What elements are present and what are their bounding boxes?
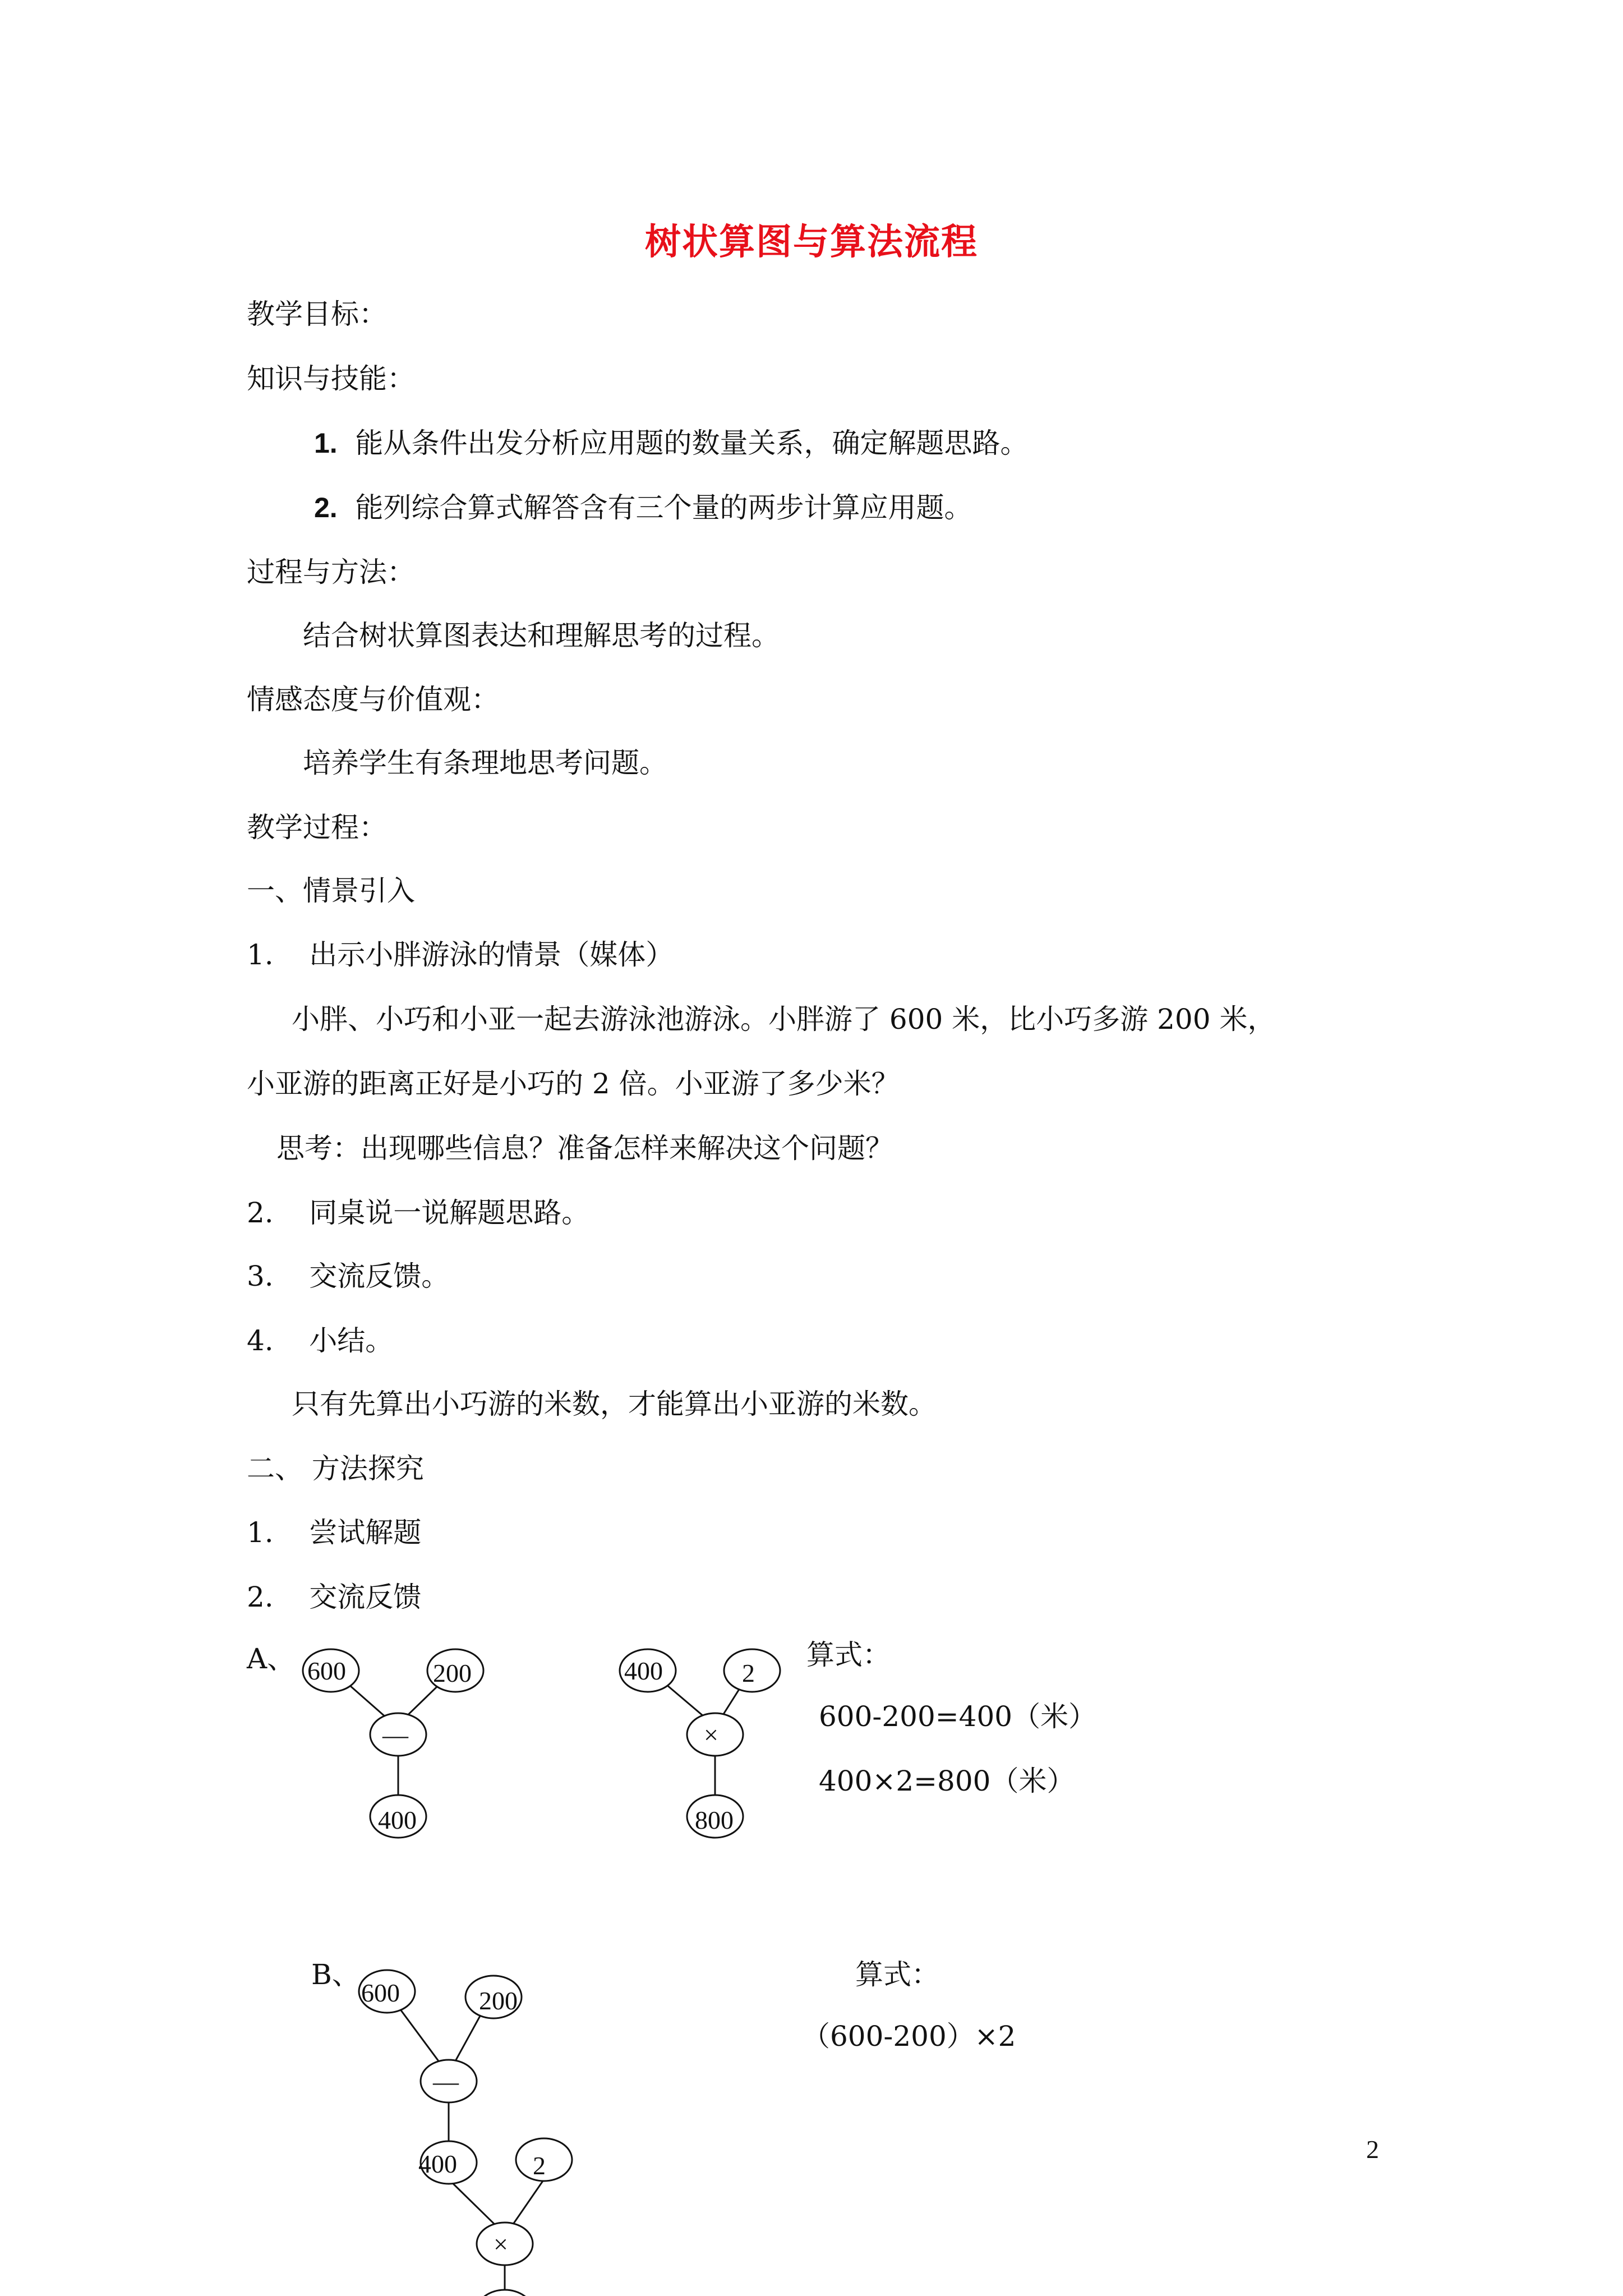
method-a-formula-2: 400×2=800（米） [819,1765,1075,1797]
document-title: 树状算图与算法流程 [645,221,978,263]
tree-result-value: 400 [378,1806,417,1834]
tree-operator-value: — [382,1720,408,1749]
process-heading: 过程与方法： [247,556,415,588]
method-a-subtraction-tree [303,1644,505,1857]
tree-operator-subtract-value: — [433,2067,459,2096]
knowledge-item-2-number: 2. [314,492,338,523]
emotion-text: 培养学生有条理地思考问题。 [303,747,667,779]
section1-item-2-text: 同桌说一说解题思路。 [309,1197,590,1229]
knowledge-item-2 [314,491,972,524]
tree-operator-multiply-value: × [494,2230,508,2258]
tree-operator-value: × [704,1720,718,1749]
emotion-heading: 情感态度与价值观： [247,683,499,716]
section1-item-2 [247,1199,589,1227]
section1-item-2-number: 2. [247,1197,274,1229]
knowledge-item-2-text: 能列综合算式解答含有三个量的两步计算应用题。 [355,491,972,524]
tree-edge [509,2179,544,2230]
tree-node-right-value: 2 [742,1659,755,1687]
method-a-formula-1: 600-200=400（米） [819,1700,1097,1733]
section1-item-3 [247,1262,449,1290]
section1-item-3-text: 交流反馈。 [309,1260,450,1292]
knowledge-item-1-number: 1. [314,427,338,459]
tree-edge [449,2179,500,2230]
section2-item-1-text: 尝试解题 [309,1516,422,1549]
tree-node-c-value: 2 [533,2151,546,2180]
goals-heading: 教学目标： [247,298,387,330]
process-text: 结合树状算图表达和理解思考的过程。 [303,619,780,652]
section1-item-4 [247,1324,394,1357]
section2-item-1 [247,1516,422,1549]
problem-line-1: 小胖、小巧和小亚一起去游泳池游泳。小胖游了 600 米，比小巧多游 200 米， [292,1003,1276,1036]
method-a-formula-label: 算式： [806,1639,891,1671]
section2-item-2 [247,1583,421,1611]
tree-node-left-value: 600 [307,1657,346,1685]
method-a-label: A、 [247,1642,296,1675]
tree-node-b-value: 200 [479,1986,518,2015]
section1-item-1-text: 出示小胖游泳的情景（媒体） [309,938,674,971]
section1-item-1 [247,938,674,971]
section1-heading: 一、情景引入 [247,875,415,907]
knowledge-item-1 [314,429,1029,457]
section1-item-1-number: 1. [247,938,274,971]
tree-node-mid-value: 400 [418,2150,457,2178]
teaching-heading: 教学过程： [247,811,387,844]
section1-item-3-number: 3. [247,1260,274,1292]
knowledge-item-1-text: 能从条件出发分析应用题的数量关系，确定解题思路。 [355,427,1029,459]
page-number: 2 [1366,2135,1379,2164]
method-a-multiplication-tree [620,1644,799,1857]
tree-node-right-value: 200 [433,1659,472,1687]
tree-node-a-value: 600 [361,1978,400,2007]
section1-item-4-text: 小结。 [309,1324,394,1357]
problem-line-2: 小亚游的距离正好是小巧的 2 倍。小亚游了多少米？ [247,1068,900,1100]
method-b-formula: （600-200）×2 [802,2020,1016,2053]
section1-summary: 只有先算出小巧游的米数，才能算出小亚游的米数。 [292,1388,937,1420]
tree-result-value: 800 [695,1806,734,1834]
section2-item-2-number: 2. [247,1581,274,1613]
section1-item-4-number: 4. [247,1324,274,1357]
method-b-combined-tree [353,1963,611,2296]
method-b-label: B、 [311,1958,360,1991]
knowledge-heading: 知识与技能： [247,362,415,395]
section2-item-1-number: 1. [247,1516,274,1549]
tree-node-left-value: 400 [624,1657,663,1685]
section2-item-2-text: 交流反馈 [309,1581,422,1613]
method-b-formula-label: 算式： [855,1958,939,1991]
section2-heading: 二、 方法探究 [247,1452,424,1485]
tree-result-node [477,2290,533,2296]
think-question: 思考：出现哪些信息？准备怎样来解决这个问题？ [276,1132,893,1165]
